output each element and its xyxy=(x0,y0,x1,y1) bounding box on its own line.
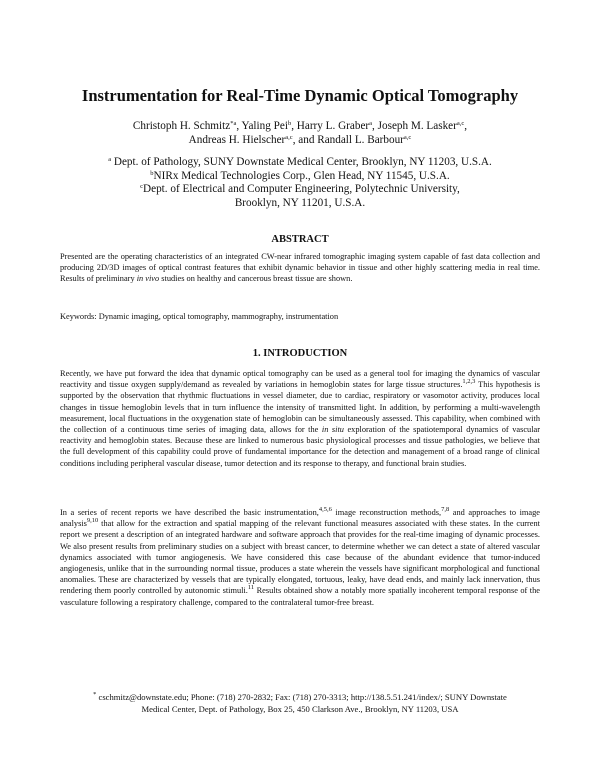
author-name: , Joseph M. Lasker xyxy=(372,120,457,132)
citation-mark: 4,5,6 xyxy=(318,506,332,513)
paragraph-text: image reconstruction methods, xyxy=(331,508,442,517)
author-affiliation-mark: a,c xyxy=(403,134,412,141)
affiliation-list xyxy=(0,156,600,210)
affiliation-item xyxy=(0,183,600,197)
author-affiliation-mark: a xyxy=(369,120,373,127)
paragraph-text: In a series of recent reports we have described the basic instrumentation, xyxy=(60,508,319,517)
abstract-italic-term: in vivo xyxy=(136,274,160,284)
abstract-text-part: studies on healthy and cancerous breast tissue are shown. xyxy=(159,274,353,284)
affiliation-mark: c xyxy=(140,183,144,190)
abstract-text-part: Presented are the operating characteristics of an integrated CW-near infrared tomographic imaging system capable of fast data collection and producing 2D/3D images of optical contrast features that exhibit dynamic behavior in tissue and other highly scattering media in real time. Results of preliminary xyxy=(60,252,540,284)
introduction-paragraph-2 xyxy=(60,507,540,608)
paragraph-text: Recently, we have put forward the idea that dynamic optical tomography can be used as a general tool for imaging the dynamics of vascular reactivity and tissue oxygen supply/demand as revealed by variations in hemoglobin states for large tissue structures. xyxy=(60,369,540,390)
author-affiliation-mark: b xyxy=(287,120,292,127)
paragraph-text: that allow for the extraction and spatial mapping of the relevant functional measures associated with these states. In the current report we present a description of an integrated hardware and software approach that provides for the real-time imaging of dynamic processes. We also present results from preliminary studies on a subject with breast cancer, to determine whether we can detect a state of altered vascular dynamics associated with tumor angiogenesis. We have considered this case because of the abundant evidence that tumor-induced angiogenesis, unlike that in the surrounding normal tissue, produces a state wherein the vessels have significant morphological and functional anomalies. These are characterized by vessels that are typically elongated, tortuous, leaky, have dead ends, and mainly lack innervation, thus rendering them poorly controlled by autonomic stimuli. xyxy=(60,519,540,596)
affiliation-item xyxy=(0,197,600,211)
affiliation-mark: a xyxy=(108,156,112,163)
paragraph-text: exploration of the spatiotemporal dynamics of vascular reactivity and hemoglobin states. Because these are linked to numerous basic physiological processes and tissue pathologies, we believe that the full development of this capability could prove of fundamental importance for the detection and management of a broad range of clinical conditions including peripheral vascular disease, tumor detection and its response to therapy, and functional brain studies. xyxy=(60,425,540,468)
affiliation-text: Brooklyn, NY 11201, U.S.A. xyxy=(234,196,366,209)
abstract-text xyxy=(60,251,540,285)
footnote-marker: * xyxy=(93,691,97,698)
abstract-heading: ABSTRACT xyxy=(271,234,329,245)
corresponding-author-footnote xyxy=(60,692,540,715)
citation-mark: 1,2,3 xyxy=(462,378,476,386)
paper-title: Instrumentation for Real-Time Dynamic Optical Tomography xyxy=(81,86,519,105)
author-affiliation-mark: a,c xyxy=(456,120,465,127)
citation-mark: 11 xyxy=(247,584,255,592)
author-line-1 xyxy=(0,119,600,133)
author-name: , and Randall L. Barbour xyxy=(292,134,404,146)
author-affiliation-mark: a,c xyxy=(285,134,293,141)
paragraph-text: and approaches to image analysis xyxy=(60,508,540,529)
citation-mark: 7,8 xyxy=(441,506,450,513)
introduction-paragraph-1 xyxy=(60,368,540,469)
footnote-line-2: Medical Center, Dept. of Pathology, Box 25, 450 Clarkson Ave., Brooklyn, NY 11203, USA xyxy=(141,703,459,714)
author-separator: , xyxy=(464,120,468,132)
author-name: , Harry L. Graber xyxy=(291,120,370,132)
footnote-text: cschmitz@downstate.edu; Phone: (718) 270-2832; Fax: (718) 270-3313; http://138.5.51.241/index/; SUNY Downstate xyxy=(96,692,507,702)
author-list xyxy=(0,119,600,147)
affiliation-text: Dept. of Pathology, SUNY Downstate Medical Center, Brooklyn, NY 11203, U.S.A. xyxy=(111,156,492,168)
author-affiliation-mark: *a xyxy=(230,120,237,127)
author-line-2 xyxy=(0,133,600,147)
keywords-line: Keywords: Dynamic imaging, optical tomography, mammography, instrumentation xyxy=(60,312,339,321)
affiliation-item xyxy=(0,170,600,184)
paragraph-text: This hypothesis is supported by the observation that rhythmic fluctuations in vessel diameter, due to cardiac, respiratory or vasomotor activity, produces local changes in tissue hemoglobin levels that in turn influence the intensity of transmitted light. In addition, by performing a multi-wavelength measurement, local fluctuations in the oxygenation state of hemoglobin can be simultaneously assessed. This capability, when combined with the collection of a continuous time series of imaging data, allows for the xyxy=(60,380,541,435)
author-name: Andreas H. Hielscher xyxy=(188,134,286,146)
affiliation-text: NIRx Medical Technologies Corp., Glen Head, NY 11545, U.S.A. xyxy=(153,169,450,182)
introduction-heading: 1. INTRODUCTION xyxy=(252,348,348,359)
affiliation-mark: b xyxy=(150,169,154,177)
author-name: Christoph H. Schmitz xyxy=(132,120,231,132)
paragraph-italic-term: in situ xyxy=(321,425,344,435)
author-name: , Yaling Pei xyxy=(236,120,288,132)
affiliation-text: Dept. of Electrical and Computer Engineering, Polytechnic University, xyxy=(143,183,460,195)
paragraph-text: Results obtained show a notably more spatially incoherent temporal response of the vasculature following a respiratory challenge, compared to the contralateral tumor-free breast. xyxy=(60,586,540,607)
citation-mark: 9,10 xyxy=(86,517,99,525)
affiliation-item xyxy=(0,156,600,170)
footnote-line-1 xyxy=(60,692,540,704)
